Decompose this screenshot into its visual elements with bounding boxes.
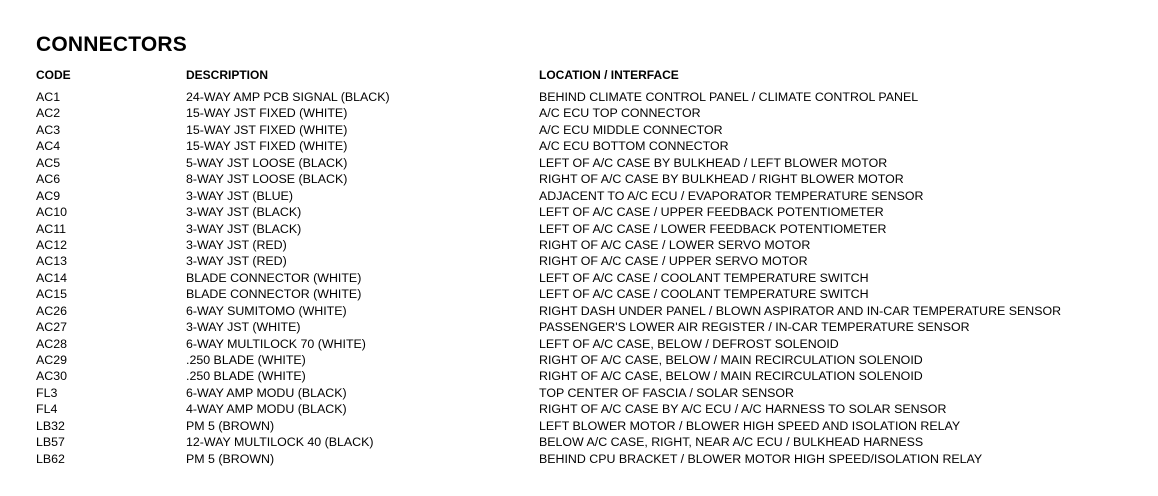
cell-location: TOP CENTER OF FASCIA / SOLAR SENSOR (539, 385, 794, 400)
cell-location: LEFT OF A/C CASE / LOWER FEEDBACK POTENTIOMETER (539, 221, 887, 236)
cell-description: .250 BLADE (WHITE) (186, 369, 306, 384)
cell-description: 3-WAY JST (RED) (186, 237, 287, 252)
column-header-description: DESCRIPTION (186, 68, 269, 82)
connector-table-body (0, 89, 1158, 467)
cell-location: RIGHT OF A/C CASE / LOWER SERVO MOTOR (539, 237, 811, 252)
cell-code: AC26 (36, 303, 67, 318)
cell-description: 3-WAY JST (BLACK) (186, 221, 302, 236)
cell-description: 6-WAY AMP MODU (BLACK) (186, 385, 347, 400)
table-header (0, 67, 1158, 83)
cell-location: RIGHT OF A/C CASE / UPPER SERVO MOTOR (539, 254, 808, 269)
table-row (0, 155, 1158, 171)
cell-description: 6-WAY SUMITOMO (WHITE) (186, 303, 347, 318)
cell-description: 3-WAY JST (WHITE) (186, 320, 301, 335)
cell-code: AC30 (36, 369, 67, 384)
table-row (0, 368, 1158, 384)
table-row (0, 122, 1158, 138)
table-row (0, 352, 1158, 368)
table-row (0, 303, 1158, 319)
cell-location: A/C ECU TOP CONNECTOR (539, 106, 701, 121)
cell-description: .250 BLADE (WHITE) (186, 353, 306, 367)
cell-location: BEHIND CLIMATE CONTROL PANEL / CLIMATE CONTROL PANEL (539, 90, 919, 104)
cell-description: 15-WAY JST FIXED (WHITE) (186, 122, 348, 137)
cell-location: LEFT OF A/C CASE BY BULKHEAD / LEFT BLOWER MOTOR (539, 155, 888, 170)
cell-description: 12-WAY MULTILOCK 40 (BLACK) (186, 435, 374, 450)
page-title: CONNECTORS (36, 33, 187, 56)
cell-description: BLADE CONNECTOR (WHITE) (186, 270, 362, 285)
cell-code: LB32 (36, 418, 65, 433)
cell-code: AC13 (36, 254, 67, 269)
cell-code: AC27 (36, 320, 67, 335)
table-row (0, 237, 1158, 253)
cell-location: A/C ECU MIDDLE CONNECTOR (539, 122, 723, 137)
cell-description: 4-WAY AMP MODU (BLACK) (186, 402, 347, 417)
cell-location: PASSENGER'S LOWER AIR REGISTER / IN-CAR TEMPERATURE SENSOR (539, 320, 970, 335)
cell-code: AC11 (36, 221, 67, 236)
cell-location: BELOW A/C CASE, RIGHT, NEAR A/C ECU / BULKHEAD HARNESS (539, 435, 924, 450)
cell-code: AC6 (36, 172, 61, 187)
cell-description: 15-WAY JST FIXED (WHITE) (186, 106, 348, 121)
cell-code: LB57 (36, 435, 65, 450)
cell-code: AC5 (36, 155, 61, 170)
table-row (0, 89, 1158, 105)
cell-location: BEHIND CPU BRACKET / BLOWER MOTOR HIGH SPEED/ISOLATION RELAY (539, 451, 983, 466)
cell-location: A/C ECU BOTTOM CONNECTOR (539, 139, 729, 154)
cell-code: AC1 (36, 90, 61, 104)
table-row (0, 270, 1158, 286)
cell-location: LEFT OF A/C CASE / COOLANT TEMPERATURE SWITCH (539, 287, 869, 302)
cell-description: 24-WAY AMP PCB SIGNAL (BLACK) (186, 90, 390, 104)
cell-location: RIGHT OF A/C CASE BY A/C ECU / A/C HARNESS TO SOLAR SENSOR (539, 402, 947, 417)
cell-location: LEFT OF A/C CASE, BELOW / DEFROST SOLENOID (539, 336, 839, 351)
cell-code: AC2 (36, 106, 61, 121)
cell-description: PM 5 (BROWN) (186, 451, 275, 466)
cell-description: 8-WAY JST LOOSE (BLACK) (186, 172, 348, 187)
cell-location: ADJACENT TO A/C ECU / EVAPORATOR TEMPERATURE SENSOR (539, 188, 924, 203)
cell-description: BLADE CONNECTOR (WHITE) (186, 287, 362, 302)
cell-code: AC9 (36, 188, 61, 203)
cell-code: LB62 (36, 451, 65, 466)
table-row (0, 221, 1158, 237)
table-row (0, 171, 1158, 187)
table-row (0, 204, 1158, 220)
cell-location: LEFT OF A/C CASE / COOLANT TEMPERATURE SWITCH (539, 270, 869, 285)
cell-location: LEFT BLOWER MOTOR / BLOWER HIGH SPEED AND ISOLATION RELAY (539, 418, 961, 433)
cell-code: AC4 (36, 139, 61, 154)
cell-code: AC29 (36, 353, 67, 367)
cell-description: 3-WAY JST (BLACK) (186, 205, 302, 220)
table-row (0, 451, 1158, 467)
cell-code: AC28 (36, 336, 67, 351)
cell-code: AC14 (36, 270, 67, 285)
table-row (0, 385, 1158, 401)
table-row (0, 253, 1158, 269)
table-row (0, 336, 1158, 352)
cell-description: 6-WAY MULTILOCK 70 (WHITE) (186, 336, 366, 351)
cell-code: AC3 (36, 122, 61, 137)
table-row (0, 434, 1158, 450)
table-row (0, 138, 1158, 154)
cell-code: AC10 (36, 205, 67, 220)
table-row (0, 188, 1158, 204)
cell-description: 3-WAY JST (BLUE) (186, 188, 293, 203)
column-header-code: CODE (36, 68, 71, 82)
cell-description: PM 5 (BROWN) (186, 418, 275, 433)
cell-code: AC12 (36, 237, 67, 252)
column-header-location: LOCATION / INTERFACE (539, 68, 679, 82)
table-row (0, 105, 1158, 121)
cell-location: RIGHT OF A/C CASE, BELOW / MAIN RECIRCULATION SOLENOID (539, 353, 923, 367)
cell-location: LEFT OF A/C CASE / UPPER FEEDBACK POTENTIOMETER (539, 205, 884, 220)
cell-code: AC15 (36, 287, 67, 302)
table-row (0, 401, 1158, 417)
table-row (0, 319, 1158, 335)
table-row (0, 418, 1158, 434)
cell-description: 3-WAY JST (RED) (186, 254, 287, 269)
cell-code: FL4 (36, 402, 58, 417)
cell-code: FL3 (36, 385, 58, 400)
cell-description: 5-WAY JST LOOSE (BLACK) (186, 155, 348, 170)
cell-location: RIGHT DASH UNDER PANEL / BLOWN ASPIRATOR AND IN-CAR TEMPERATURE SENSOR (539, 303, 1062, 318)
cell-location: RIGHT OF A/C CASE, BELOW / MAIN RECIRCULATION SOLENOID (539, 369, 923, 384)
table-row (0, 286, 1158, 302)
cell-description: 15-WAY JST FIXED (WHITE) (186, 139, 348, 154)
cell-location: RIGHT OF A/C CASE BY BULKHEAD / RIGHT BLOWER MOTOR (539, 172, 904, 187)
